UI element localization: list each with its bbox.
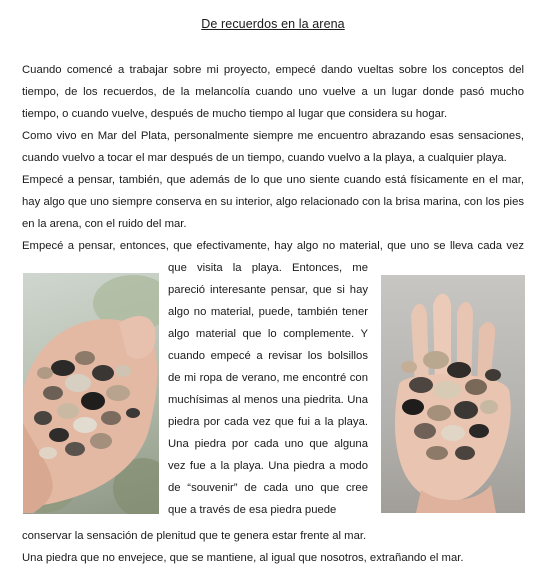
photo-hand-with-pebbles-right: [381, 275, 525, 513]
document-title: De recuerdos en la arena: [201, 17, 345, 31]
paragraph-1: Cuando comencé a trabajar sobre mi proyecto, empecé dando vueltas sobre los conceptos del tiempo, de los recuerdos, de la melancolía cuando uno vuelve a un lugar donde pasó mucho tiempo, o cuando vuelve, después de mucho tiempo al lugar que considera su hogar.: [22, 64, 524, 120]
photo-hand-with-pebbles-left: [23, 273, 159, 514]
paragraph-4-wrapped: que visita la playa. Entonces, me pareció interesante pensar, que si hay algo no material, puede, también tener algo material que lo complemente. Y cuando empecé a revisar los bolsillos de mi ropa de verano, me encontré con muchísimas al menos una piedrita. Una piedra por cada vez que fui a la playa. Una piedra por cada uno que alguna vez fue a la playa. Una piedra a modo de “souvenir” de cada uno que cree que a través de esa piedra puede: [168, 262, 368, 516]
paragraph-5: Una piedra que no envejece, que se mantiene, al igual que nosotros, extrañando el mar.: [22, 552, 464, 564]
paragraph-3: Empecé a pensar, también, que además de lo que uno siente cuando está físicamente en el mar, hay algo que uno siempre conserva en su interior, algo relacionado con la brisa marina, con los pies en la arena, con el ruido del mar.: [22, 174, 524, 230]
pebbles-photo-left-graphic: [23, 273, 159, 514]
paragraph-4-end: conservar la sensación de plenitud que te genera estar frente al mar.: [22, 530, 367, 542]
paragraph-2: Como vivo en Mar del Plata, personalmente siempre me encuentro abrazando esas sensaciones, cuando vuelvo a tocar el mar después de un tiempo, cuando vuelvo a la playa, a cualquier playa.: [22, 130, 524, 164]
paragraph-4-intro: Empecé a pensar, entonces, que efectivamente, hay algo no material, que uno se lleva cada vez: [22, 240, 524, 252]
pebbles-photo-right-graphic: [381, 275, 525, 513]
